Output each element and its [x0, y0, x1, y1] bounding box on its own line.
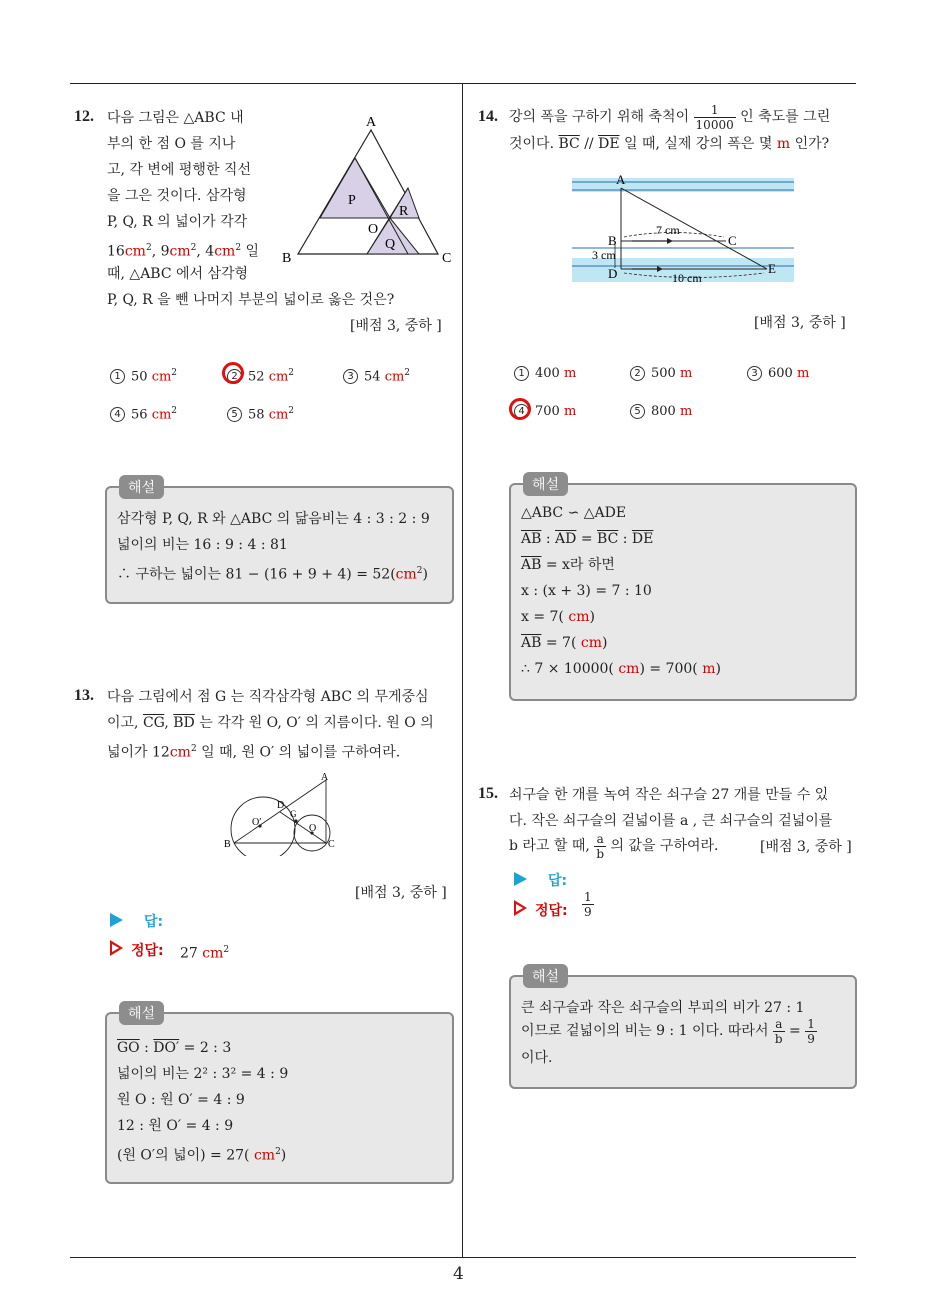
q14-scale-fraction: $\frac{1}{10000}$ — [695, 102, 734, 132]
q14-river-figure — [572, 170, 794, 286]
fig-label-B: B — [224, 839, 231, 850]
q14-option-1[interactable]: 1 400 m — [514, 366, 576, 381]
q14-solution-tag: 해설 — [523, 472, 568, 496]
q14-score: [배점 3, 중하 ] — [754, 315, 846, 331]
q12-option-2[interactable]: 2 52 $cm^2$ — [227, 368, 294, 384]
q12-line-6: $16cm^2$, $9cm^2$, $4cm^2$ 일 — [107, 243, 260, 260]
q15-a-over-b: $\frac{a}{b}$ — [596, 831, 604, 861]
q14-sol-line-7: ∴ 7 × 10000( cm) = 700( m) — [521, 661, 721, 677]
q12-line-7: 때, △ABC 에서 삼각형 — [107, 266, 249, 282]
q15-number: 15. — [478, 785, 498, 802]
q12-option-4[interactable]: 4 56 $cm^2$ — [110, 406, 177, 422]
q13-answer-arrow-icon — [110, 913, 123, 927]
fig-label-O: O — [368, 222, 379, 237]
q15-answer-arrow-icon — [514, 872, 527, 886]
q13-solution-tag: 해설 — [119, 1001, 164, 1025]
q14-sol-line-4: x : (x + 3) = 7 : 10 — [521, 583, 652, 599]
q13-correct-label: 정답: — [131, 943, 164, 959]
q13-line-1: 다음 그림에서 점 G 는 직각삼각형 ABC 의 무게중심 — [107, 689, 429, 705]
q13-sol-line-3: 원 O : 원 O′ = 4 : 9 — [117, 1092, 245, 1108]
fig-label-C: C — [328, 839, 335, 850]
fig-label-C: C — [442, 251, 452, 266]
q12-sol-line-2: 넓이의 비는 16 : 9 : 4 : 81 — [117, 537, 288, 553]
fig-label-3cm: 3 cm — [592, 248, 616, 262]
fig-label-Q: Q — [385, 237, 396, 252]
fig-label-P: P — [348, 193, 356, 208]
fig-label-E: E — [768, 261, 776, 276]
q15-correct-value: $\frac{1}{9}$ — [584, 890, 592, 919]
q14-option-5[interactable]: 5 800 m — [630, 404, 692, 419]
q15-sol-line-3: 이다. — [521, 1050, 553, 1066]
q12-score: [배점 3, 중하 ] — [350, 318, 442, 334]
q15-line-2: 다. 작은 쇠구슬의 겉넓이를 a , 큰 쇠구슬의 겉넓이를 — [509, 813, 833, 829]
q15-correct-arrow-inner — [516, 904, 523, 912]
fig-label-7cm: 7 cm — [656, 223, 680, 237]
q14-sol-line-1: △ABC ∽ △ADE — [521, 505, 627, 521]
q15-sol-line-1: 큰 쇠구슬과 작은 쇠구슬의 부피의 비가 27 : 1 — [521, 1000, 805, 1016]
q13-sol-line-2: 넓이의 비는 2² : 3² = 4 : 9 — [117, 1066, 289, 1082]
q12-line-5: P, Q, R 의 넓이가 각각 — [107, 214, 248, 230]
bottom-rule — [70, 1257, 856, 1258]
fig-label-O2: O′ — [252, 817, 262, 828]
q14-line-1: 강의 폭을 구하기 위해 축척이 $\frac{1}{10000}$ 인 축도를 그린 — [509, 102, 831, 132]
fig-label-G: G — [290, 809, 297, 819]
q14-option-2[interactable]: 2 500 m — [630, 366, 692, 381]
q14-sol-line-3: $\overline{AB} = x$라 하면 — [521, 557, 615, 573]
q12-line-4: 을 그은 것이다. 삼각형 — [107, 188, 247, 204]
q13-correct-value: 27 $cm^2$ — [180, 945, 230, 962]
q14-sol-line-2: $\overline{AB}$ : $\overline{AD} = \overline{BC}$ : $\overline{DE}$ — [521, 531, 654, 547]
fig-label-A: A — [616, 172, 626, 187]
q15-solution-tag: 해설 — [523, 964, 568, 988]
fig-label-A: A — [366, 115, 377, 130]
q12-solution-tag: 해설 — [119, 475, 164, 499]
q15-line-3: b 라고 할 때, $\frac{a}{b}$ 의 값을 구하여라. — [509, 831, 719, 861]
fig-label-10cm: 10 cm — [672, 271, 702, 285]
q13-answer-label: 답: — [144, 914, 164, 930]
q15-score: [배점 3, 중하 ] — [760, 839, 852, 855]
q12-triangle-figure — [280, 112, 460, 272]
fig-label-D: D — [277, 800, 285, 811]
page-number: 4 — [453, 1264, 464, 1284]
q15-correct-label: 정답: — [535, 903, 568, 919]
q12-number: 12. — [74, 108, 94, 125]
q12-sol-line-1: 삼각형 P, Q, R 와 △ABC 의 닮음비는 4 : 3 : 2 : 9 — [117, 511, 430, 527]
q12-line-2: 부의 한 점 O 를 지나 — [107, 136, 236, 152]
q15-answer-label: 답: — [548, 873, 568, 889]
q12-option-5[interactable]: 5 58 $cm^2$ — [227, 406, 294, 422]
q13-line-2: 이고, $\overline{CG}$, $\overline{BD}$ 는 각각 원 O, O′ 의 지름이다. 원 O 의 — [107, 715, 434, 731]
fig-label-B: B — [282, 251, 292, 266]
q12-sol-line-3: ∴ 구하는 넓이는 $81 - (16 + 9 + 4) = 52(cm^2)$ — [117, 566, 428, 583]
q14-sol-line-5: x = 7( cm) — [521, 609, 595, 625]
q13-sol-line-5: (원 O′의 넓이) = 27( $cm^2$) — [117, 1147, 287, 1164]
q13-line-3: 넓이가 $12cm^2$ 일 때, 원 O′ 의 넓이를 구하여라. — [107, 744, 401, 761]
column-divider — [462, 83, 463, 1258]
q14-selected-mark — [509, 398, 531, 420]
q14-sol-line-6: $\overline{AB} = 7$( cm) — [521, 635, 608, 651]
q13-correct-arrow-inner — [112, 944, 119, 952]
q12-selected-mark — [222, 362, 244, 384]
fig-label-R: R — [399, 204, 409, 219]
q13-sol-line-1: $\overline{GO}$ : DO′ = 2 : 3 — [117, 1040, 232, 1056]
fig-label-B: B — [608, 233, 617, 248]
q12-line-8: P, Q, R 을 뺀 나머지 부분의 넓이로 옳은 것은? — [107, 292, 395, 308]
q14-option-3[interactable]: 3 600 m — [747, 366, 809, 381]
q12-line-3: 고, 각 변에 평행한 직선 — [107, 162, 251, 178]
fig-label-A: A — [321, 772, 329, 783]
q13-circle-figure — [222, 770, 342, 856]
top-rule — [70, 83, 856, 84]
q13-number: 13. — [74, 687, 94, 704]
q14-option-4[interactable]: 4 700 m — [514, 404, 576, 419]
fig-label-C: C — [728, 233, 737, 248]
q14-number: 14. — [478, 108, 498, 125]
q14-line-2: 것이다. $\overline{BC} // \overline{DE}$ 일 때, 실제 강의 폭은 몇 m 인가? — [509, 136, 830, 152]
q12-option-1[interactable]: 1 50 $cm^2$ — [110, 368, 177, 384]
fig-label-O: O — [309, 823, 317, 834]
q12-line-1: 다음 그림은 △ABC 내 — [107, 110, 244, 126]
q15-sol-line-2: 이므로 겉넓이의 비는 9 : 1 이다. 따라서 $\frac{a}{b}$ = $\frac{1}{9}$ — [521, 1016, 815, 1046]
fig-label-D: D — [608, 266, 618, 281]
q13-score: [배점 3, 중하 ] — [355, 885, 447, 901]
q12-option-3[interactable]: 3 54 $cm^2$ — [343, 368, 410, 384]
q13-sol-line-4: 12 : 원 O′ = 4 : 9 — [117, 1118, 234, 1134]
q15-line-1: 쇠구슬 한 개를 녹여 작은 쇠구슬 27 개를 만들 수 있 — [509, 787, 829, 803]
